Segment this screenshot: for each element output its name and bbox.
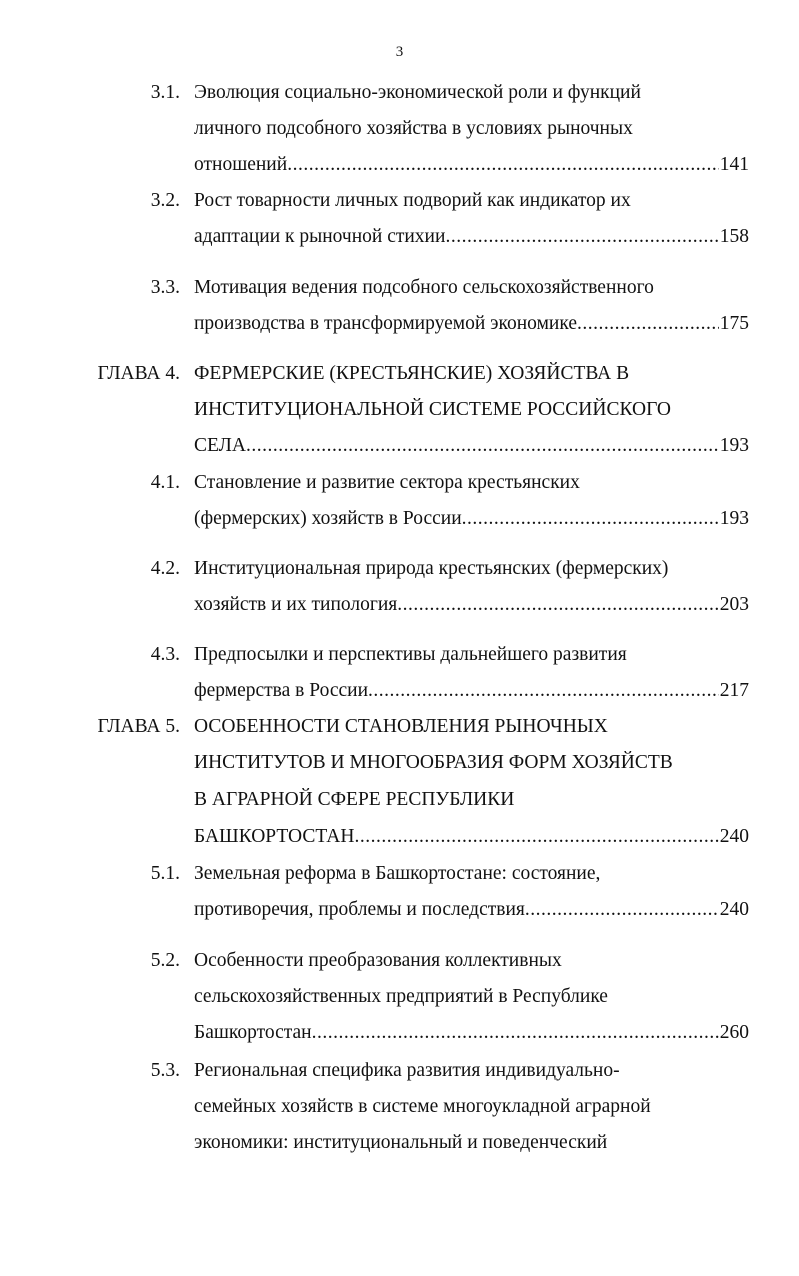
entry-number: 5.1. <box>150 863 180 884</box>
entry-title-with-leader <box>194 150 719 180</box>
entry-number: 3.1. <box>150 82 180 103</box>
toc-line <box>0 554 799 584</box>
toc-line <box>0 1018 799 1048</box>
dot-leader <box>287 150 719 180</box>
entry-number: ГЛАВА 4. <box>97 363 180 384</box>
entry-title-with-leader <box>194 676 719 706</box>
entry-title-text: сельскохозяйственных предприятий в Республике <box>194 986 608 1007</box>
toc-line <box>0 785 799 815</box>
entry-title-text: СЕЛА <box>194 435 246 456</box>
dot-leader <box>397 590 719 620</box>
toc-line <box>0 431 799 461</box>
dot-leader <box>354 822 719 852</box>
toc-line <box>0 78 799 108</box>
entry-title-with-leader <box>194 822 719 852</box>
toc-line <box>0 676 799 706</box>
entry-title-with-leader <box>194 1018 719 1048</box>
entry-page-number: 260 <box>719 1022 749 1043</box>
entry-number: 5.3. <box>150 1060 180 1081</box>
entry-number: 4.2. <box>150 558 180 579</box>
entry-page-number: 193 <box>719 435 749 456</box>
entry-number: 3.3. <box>150 277 180 298</box>
entry-page-number: 240 <box>719 826 749 847</box>
entry-title-text: хозяйств и их типология <box>194 594 398 615</box>
entry-title-text: ИНСТИТУЦИОНАЛЬНОЙ СИСТЕМЕ РОССИЙСКОГО <box>194 399 671 420</box>
entry-number: 4.3. <box>150 644 180 665</box>
entry-page-number: 203 <box>719 594 749 615</box>
entry-title-with-leader <box>194 504 719 534</box>
toc-line <box>0 395 799 425</box>
entry-title-text: Мотивация ведения подсобного сельскохозяйственного <box>194 277 654 298</box>
entry-title-text: Земельная реформа в Башкортостане: состояние, <box>194 863 601 884</box>
dot-leader <box>525 895 719 925</box>
toc-line <box>0 748 799 778</box>
toc-line <box>0 309 799 339</box>
toc-line <box>0 186 799 216</box>
entry-number: 5.2. <box>150 950 180 971</box>
toc-line <box>0 590 799 620</box>
toc-line <box>0 1056 799 1086</box>
toc-line <box>0 946 799 976</box>
entry-title-text: Эволюция социально-экономической роли и функций <box>194 82 641 103</box>
entry-title-text: противоречия, проблемы и последствия <box>194 899 525 920</box>
toc-line <box>0 1128 799 1158</box>
dot-leader <box>246 431 719 461</box>
entry-number: 4.1. <box>150 472 180 493</box>
entry-title-text: отношений <box>194 154 288 175</box>
toc-line <box>0 859 799 889</box>
toc-line <box>0 468 799 498</box>
dot-leader <box>368 676 719 706</box>
toc-line <box>0 150 799 180</box>
toc-line <box>0 895 799 925</box>
entry-page-number: 217 <box>719 680 749 701</box>
toc-line <box>0 982 799 1012</box>
toc-line <box>0 273 799 303</box>
toc-line <box>0 1092 799 1122</box>
dot-leader <box>462 504 719 534</box>
entry-title-text: БАШКОРТОСТАН <box>194 826 355 847</box>
entry-page-number: 158 <box>719 226 749 247</box>
entry-title-with-leader <box>194 309 719 339</box>
entry-title-text: Становление и развитие сектора крестьянских <box>194 472 580 493</box>
entry-title-text: (фермерских) хозяйств в России <box>194 508 462 529</box>
entry-title-text: Башкортостан <box>194 1022 312 1043</box>
entry-number: ГЛАВА 5. <box>97 716 180 737</box>
toc-line <box>0 504 799 534</box>
entry-title-text: производства в трансформируемой экономике <box>194 313 577 334</box>
entry-title-text: адаптации к рыночной стихии <box>194 226 446 247</box>
entry-title-text: Региональная специфика развития индивидуально- <box>194 1060 620 1081</box>
entry-title-with-leader <box>194 222 719 252</box>
dot-leader <box>445 222 719 252</box>
toc-line <box>0 712 799 742</box>
toc-line <box>0 114 799 144</box>
entry-page-number: 193 <box>719 508 749 529</box>
entry-title-text: Рост товарности личных подворий как индикатор их <box>194 190 631 211</box>
entry-number: 3.2. <box>150 190 180 211</box>
entry-title-with-leader <box>194 590 719 620</box>
entry-title-text: Предпосылки и перспективы дальнейшего развития <box>194 644 627 665</box>
entry-title-with-leader <box>194 431 719 461</box>
entry-page-number: 141 <box>719 154 749 175</box>
entry-title-text: семейных хозяйств в системе многоукладной аграрной <box>194 1096 651 1117</box>
page-number: 3 <box>395 44 404 60</box>
entry-title-text: личного подсобного хозяйства в условиях рыночных <box>194 118 633 139</box>
entry-title-text: Институциональная природа крестьянских (фермерских) <box>194 558 669 579</box>
entry-title-text: Особенности преобразования коллективных <box>194 950 562 971</box>
entry-title-text: фермерства в России <box>194 680 369 701</box>
entry-title-text: ИНСТИТУТОВ И МНОГООБРАЗИЯ ФОРМ ХОЗЯЙСТВ <box>194 752 673 773</box>
toc-line <box>0 359 799 389</box>
entry-page-number: 240 <box>719 899 749 920</box>
toc-line <box>0 822 799 852</box>
dot-leader <box>577 309 719 339</box>
entry-page-number: 175 <box>719 313 749 334</box>
entry-title-text: В АГРАРНОЙ СФЕРЕ РЕСПУБЛИКИ <box>194 789 515 810</box>
toc-line <box>0 640 799 670</box>
dot-leader <box>312 1018 719 1048</box>
entry-title-with-leader <box>194 895 719 925</box>
entry-title-text: ФЕРМЕРСКИЕ (КРЕСТЬЯНСКИЕ) ХОЗЯЙСТВА В <box>194 363 630 384</box>
entry-title-text: ОСОБЕННОСТИ СТАНОВЛЕНИЯ РЫНОЧНЫХ <box>194 716 608 737</box>
entry-title-text: экономики: институциональный и поведенческий <box>194 1132 608 1153</box>
toc-line <box>0 222 799 252</box>
